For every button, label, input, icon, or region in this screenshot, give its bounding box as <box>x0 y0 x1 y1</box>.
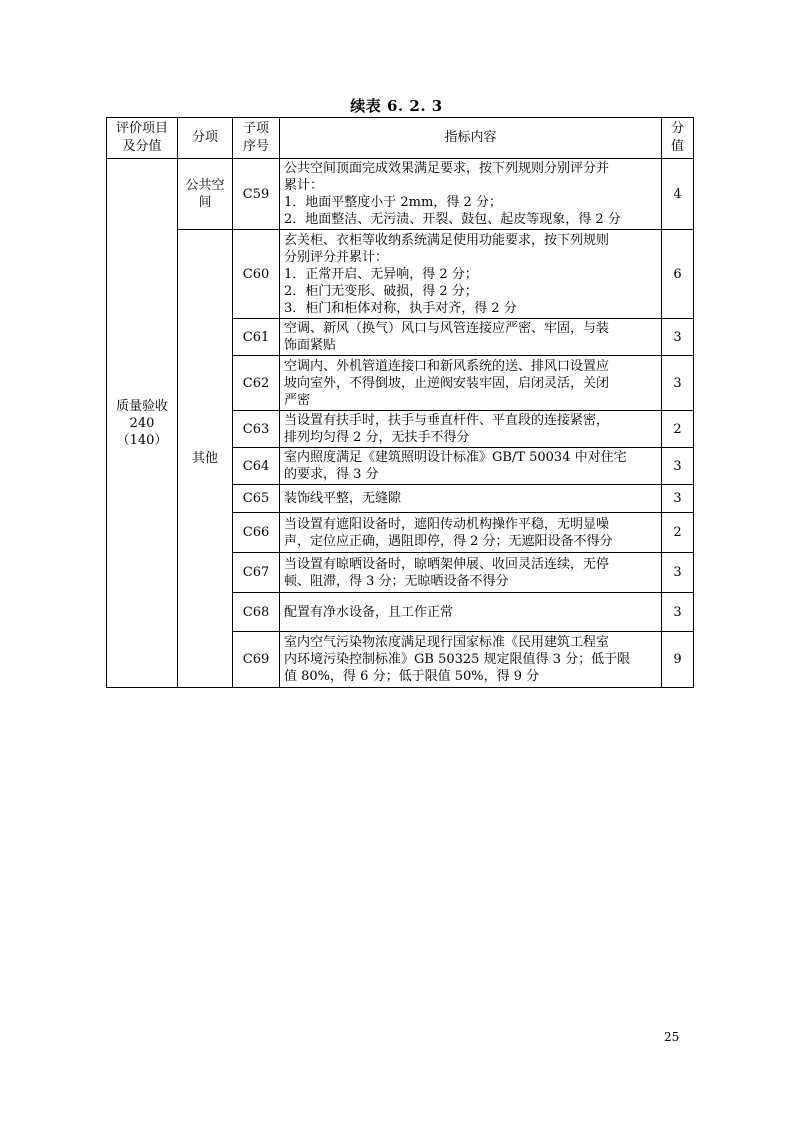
row-id: C64 <box>233 448 280 485</box>
row-content: 当设置有扶手时，扶手与垂直杆件、平直段的连接紧密， 排列均匀得 2 分，无扶手不得分 <box>280 411 662 448</box>
group-cell: 其他 <box>178 230 233 688</box>
evaluation-table <box>106 117 694 688</box>
row-content: 当设置有遮阳设备时，遮阳传动机构操作平稳，无明显噪 声，定位应正确，遇阻即停，得 2 分；无遮阳设备不得分 <box>280 513 662 553</box>
row-score: 3 <box>662 485 694 513</box>
row-score: 9 <box>662 632 694 688</box>
header-number: 子项 序号 <box>233 118 280 159</box>
row-score: 3 <box>662 319 694 356</box>
row-score: 2 <box>662 411 694 448</box>
row-content: 玄关柜、衣柜等收纳系统满足使用功能要求，按下列规则 分别评分并累计： 1．正常开启、无异响，得 2 分； 2．柜门无变形、破损，得 2 分； 3．柜门和柜体对称，执手对齐，得 2 分 <box>280 230 662 319</box>
header-project: 评价项目 及分值 <box>107 118 178 159</box>
row-id: C67 <box>233 553 280 593</box>
row-id: C59 <box>233 159 280 230</box>
row-content: 装饰线平整，无缝隙 <box>280 485 662 513</box>
row-content: 配置有净水设备，且工作正常 <box>280 593 662 632</box>
row-id: C66 <box>233 513 280 553</box>
header-score: 分 值 <box>662 118 694 159</box>
row-content: 空调、新风（换气）风口与风管连接应严密、牢固，与装 饰面紧贴 <box>280 319 662 356</box>
table-header-row <box>107 118 694 159</box>
row-content: 室内空气污染物浓度满足现行国家标准《民用建筑工程室 内环境污染控制标准》GB 50325 规定限值得 3 分；低于限 值 80%，得 6 分；低于限值 50%，得 9 分 <box>280 632 662 688</box>
row-score: 4 <box>662 159 694 230</box>
row-id: C63 <box>233 411 280 448</box>
row-score: 3 <box>662 553 694 593</box>
row-content: 当设置有晾晒设备时，晾晒架伸展、收回灵活连续，无停 顿、阻滞，得 3 分；无晾晒设备不得分 <box>280 553 662 593</box>
table-row <box>107 230 694 319</box>
row-score: 6 <box>662 230 694 319</box>
row-score: 2 <box>662 513 694 553</box>
row-id: C60 <box>233 230 280 319</box>
row-id: C61 <box>233 319 280 356</box>
project-cell: 质量验收 240 （140） <box>107 159 178 688</box>
table-row <box>107 159 694 230</box>
header-content: 指标内容 <box>280 118 662 159</box>
row-id: C65 <box>233 485 280 513</box>
header-subitem: 分项 <box>178 118 233 159</box>
row-id: C69 <box>233 632 280 688</box>
row-id: C68 <box>233 593 280 632</box>
row-content: 公共空间顶面完成效果满足要求，按下列规则分别评分并 累计： 1．地面平整度小于 2mm，得 2 分； 2．地面整洁、无污渍、开裂、鼓包、起皮等现象，得 2 分 <box>280 159 662 230</box>
row-content: 空调内、外机管道连接口和新风系统的送、排风口设置应 坡向室外，不得倒坡，止逆阀安装牢固，启闭灵活，关闭 严密 <box>280 356 662 411</box>
row-score: 3 <box>662 448 694 485</box>
group-cell: 公共空 间 <box>178 159 233 230</box>
row-score: 3 <box>662 356 694 411</box>
row-score: 3 <box>662 593 694 632</box>
table-title: 续表 6. 2. 3 <box>350 97 443 115</box>
row-id: C62 <box>233 356 280 411</box>
page-number: 25 <box>664 1030 680 1044</box>
row-content: 室内照度满足《建筑照明设计标准》GB/T 50034 中对住宅 的要求，得 3 分 <box>280 448 662 485</box>
